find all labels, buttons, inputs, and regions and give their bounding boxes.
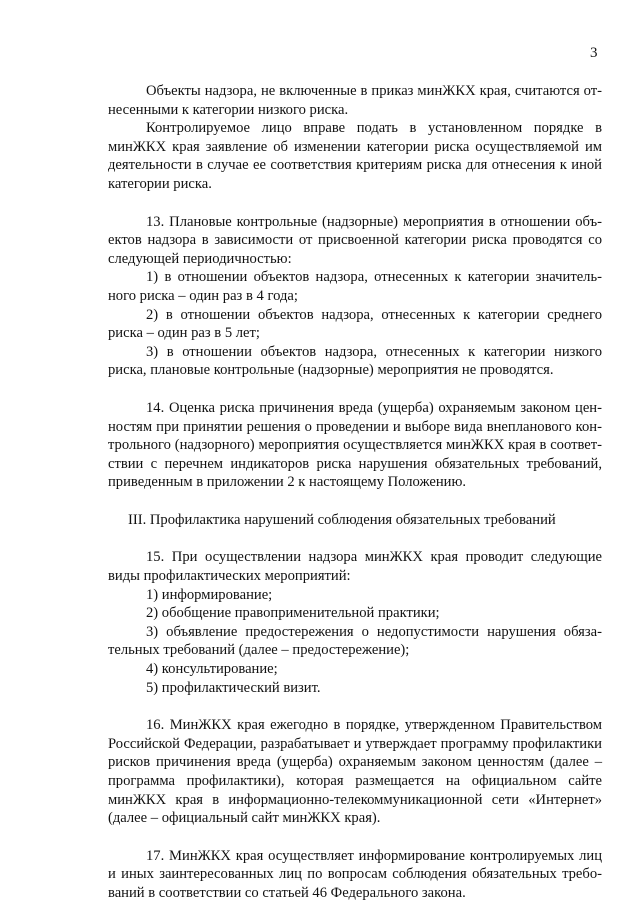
paragraph-risk-change-request: Контролируемое лицо вправе подать в установленном порядке в минЖКХ края заявление об изменении категории риска осуществляемой им деятельности в случае ее соответствия критериям риска для отнесения к иной категории риска. [108,120,602,192]
paragraph-13-item-1: 1) в отношении объектов надзора, отнесенных к категории значительного риска – один раз в 4 года; [108,269,602,304]
paragraph-low-risk: Объекты надзора, не включенные в приказ минЖКХ края, считаются отнесенными к категории низкого риска. [108,83,602,118]
paragraph-13: 13. Плановые контрольные (надзорные) мероприятия в отношении объектов надзора в зависимости от присвоенной категории риска проводятся со следующей периодичностью: [108,213,602,267]
paragraph-15-item-5: 5) профилактический визит. [146,679,321,696]
paragraph-15-item-3: 3) объявление предостережения о недопустимости нарушения обязательных требований (далее – предостережение); [108,623,602,659]
paragraph-14: 14. Оценка риска причинения вреда (ущерба) охраняемым законом ценностям при принятии решения о проведении и выборе вида внепланового контрольного (надзорного) мероприятия осуществляется минЖКХ края в соответствии с перечнем индикаторов риска нарушения обязательных требований, приведенным в приложении 2 к настоящему Положению. [108,399,602,491]
page-number: 3 [590,45,598,61]
paragraph-13-item-2: 2) в отношении объектов надзора, отнесенных к категории среднего риска – один раз в 5 лет; [108,306,602,342]
paragraph-13-item-3: 3) в отношении объектов надзора, отнесенных к категории низкого риска, плановые контрольные (надзорные) мероприятия не проводятся. [108,343,602,379]
document-body [108,82,602,903]
paragraph-15-item-4: 4) консультирование; [146,661,278,678]
paragraph-15-item-2: 2) обобщение правоприменительной практики; [146,605,440,622]
paragraph-16: 16. МинЖКХ края ежегодно в порядке, утвержденном Правительством Российской Федерации, разрабатывает и утверждает программу профилактики рисков причинения вреда (ущерба) охраняемым законом ценностям (далее – программа профилактики), которая размещается на официальном сайте минЖКХ края в информационно-телекоммуникационной сети «Интернет» (далее – официальный сайт минЖКХ края). [108,717,602,827]
section-heading-3: III. Профилактика нарушений соблюдения обязательных требований [128,511,556,528]
paragraph-15-item-1: 1) информирование; [146,586,273,603]
paragraph-17: 17. МинЖКХ края осуществляет информирование контролируемых лиц и иных заинтересованных лиц по вопросам соблюдения обязательных требований в соответствии со статьей 46 Федерального закона. [108,847,602,901]
paragraph-15: 15. При осуществлении надзора минЖКХ края проводит следующие виды профилактических мероприятий: [108,549,602,585]
